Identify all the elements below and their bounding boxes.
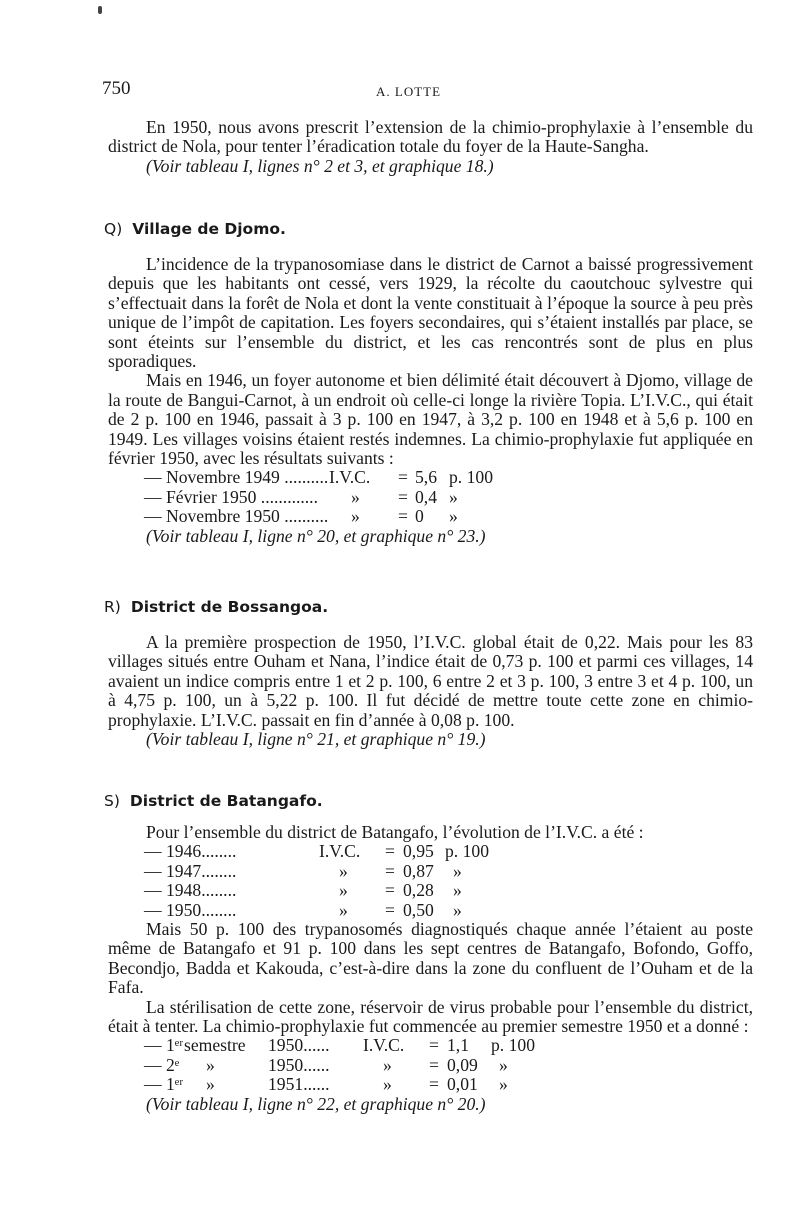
row-equals: = [429,1035,439,1056]
section-s-title: District de Batangafo. [129,792,323,810]
row-indicator: » [383,1054,392,1075]
row-unit: p. 100 [445,841,489,862]
row-value: 0,4 [415,486,437,507]
row-unit: » [453,880,462,901]
row-label: — 1946........ [144,841,237,862]
row-unit: » [499,1054,508,1075]
running-head: A. LOTTE [376,84,442,99]
row-value: 0,87 [403,860,434,881]
row-year: 1950...... [268,1035,330,1056]
row-value: 1,1 [447,1035,469,1056]
row-unit: » [453,899,462,920]
row-indicator: I.V.C. [363,1035,405,1056]
row-equals: = [398,506,408,527]
row-value: 0 [415,506,424,527]
row-label: — Novembre 1949 .......... [144,467,329,488]
section-s-reference: (Voir tableau I, ligne n° 22, et graphique n° 20.) [146,1093,486,1114]
page-number: 750 [102,78,131,99]
section-r-heading [104,598,328,616]
section-s-paragraph-1: Pour l’ensemble du district de Batangafo, l’évolution de l’I.V.C. a été : [146,822,644,842]
table-row [144,507,493,526]
row-value: 0,95 [403,841,434,862]
table-row [144,901,489,920]
row-value: 0,09 [447,1054,478,1075]
section-q-reference: (Voir tableau I, ligne n° 20, et graphique n° 23.) [146,525,486,546]
row-label: — 1948........ [144,880,237,901]
section-q-paragraph-1: L’incidence de la trypanosomiase dans le district de Carnot a baissé progressivement depuis que les habitants ont cessé, vers 1929, la récolte du caoutchouc sylvestre qui s’effectuait dans la forêt de Nola et dont la vente constituait à l’époque la source à peu près unique de l’impôt de capitation. Les foyers secondaires, qui s’étaient installés par place, se sont éteints sur l’ensemble du district, et les cas rencontrés sont de plus en plus sporadiques. [108,254,753,372]
row-unit: p. 100 [449,467,493,488]
row-equals: = [429,1054,439,1075]
section-q-title: Village de Djomo. [132,220,286,238]
row-unit: » [449,486,458,507]
row-period: » [206,1074,215,1095]
table-row [144,862,489,881]
row-indicator: » [339,899,348,920]
section-s-heading [104,792,323,810]
row-unit: p. 100 [491,1035,535,1056]
intro-paragraph: En 1950, nous avons prescrit l’extension de la chimio-prophylaxie à l’ensemble du district de Nola, pour tenter l’éradication totale du foyer de la Haute-Sangha. [108,117,753,157]
section-q-heading [104,220,286,238]
section-s-body [108,823,753,1114]
row-ordinal: — 1ᵉʳ [144,1074,184,1095]
row-value: 0,01 [447,1074,478,1095]
table-row [144,468,493,487]
intro-block [108,118,753,176]
intro-reference: (Voir tableau I, lignes n° 2 et 3, et graphique 18.) [146,155,494,176]
row-value: 0,50 [403,899,434,920]
row-equals: = [385,860,395,881]
row-equals: = [398,467,408,488]
row-unit: » [449,506,458,527]
djomo-ivc-table [144,468,493,526]
chemoprophylaxis-results-table [144,1036,535,1094]
section-r-paragraph-1: A la première prospection de 1950, l’I.V.C. global était de 0,22. Mais pour les 83 villages situés entre Ouham et Nana, l’indice était de 0,73 p. 100 et parmi ces villages, 14 avaient un indice compris entre 1 et 2 p. 100, 6 entre 2 et 3 p. 100, 3 entre 3 et 4 p. 100, un à 4,75 p. 100, un à 5,22 p. 100. Il fut décidé de mettre toute cette zone en chimio-prophylaxie. L’I.V.C. passait en fin d’année à 0,08 p. 100. [108,632,753,730]
row-label: — 1947........ [144,860,237,881]
row-indicator: » [383,1074,392,1095]
row-unit: » [499,1074,508,1095]
row-indicator: » [339,880,348,901]
section-q-paragraph-2: Mais en 1946, un foyer autonome et bien délimité était découvert à Djomo, village de la route de Bangui-Carnot, à un endroit où celle-ci longe la rivière Topia. L’I.V.C., qui était de 2 p. 100 en 1946, passait à 3 p. 100 en 1947, à 3,2 p. 100 en 1948 et à 5,6 p. 100 en 1949. Les villages voisins étaient restés indemnes. La chimio-prophylaxie fut appliquée en février 1950, avec les résultats suivants : [108,370,753,469]
row-label: — Novembre 1950 .......... [144,506,329,527]
table-row [144,1056,535,1075]
row-equals: = [398,486,408,507]
section-q-body [108,255,753,546]
row-ordinal: — 2ᵉ [144,1054,180,1075]
row-value: 5,6 [415,467,437,488]
row-equals: = [385,841,395,862]
table-row [144,881,489,900]
section-r-reference: (Voir tableau I, ligne n° 21, et graphique n° 19.) [146,729,486,750]
row-indicator: I.V.C. [329,467,371,488]
section-r-body [108,633,753,749]
batangafo-ivc-table [144,842,489,920]
row-label: — Février 1950 ............. [144,486,318,507]
table-row [144,842,489,861]
section-q-letter: Q) [104,220,123,238]
section-r-title: District de Bossangoa. [130,598,329,616]
row-year: 1950...... [268,1054,330,1075]
row-indicator: » [351,486,360,507]
row-indicator: » [339,860,348,881]
row-equals: = [385,899,395,920]
row-label: — 1950........ [144,899,237,920]
row-indicator: I.V.C. [319,841,361,862]
row-unit: » [453,860,462,881]
table-row [144,1075,535,1094]
section-s-paragraph-2: Mais 50 p. 100 des trypanosomés diagnostiqués chaque année l’étaient au poste même de Batangafo et 91 p. 100 dans les sept centres de Batangafo, Bofondo, Goffo, Becondjo, Badda et Kakouda, c’est-à-dire dans la zone du confluent de l’Ouham et de la Fafa. [108,919,753,998]
row-period: » [206,1054,215,1075]
row-value: 0,28 [403,880,434,901]
row-equals: = [429,1074,439,1095]
section-s-letter: S) [104,792,120,810]
row-equals: = [385,880,395,901]
table-row [144,488,493,507]
row-ordinal: — 1ᵉʳ [144,1035,184,1056]
table-row [144,1036,535,1055]
ink-spot [98,6,102,14]
row-year: 1951...... [268,1074,330,1095]
row-indicator: » [351,506,360,527]
section-r-letter: R) [104,598,121,616]
section-s-paragraph-3: La stérilisation de cette zone, réservoir de virus probable pour l’ensemble du district, était à tenter. La chimio-prophylaxie fut commencée au premier semestre 1950 et a donné : [108,996,753,1037]
row-period: semestre [184,1035,246,1056]
